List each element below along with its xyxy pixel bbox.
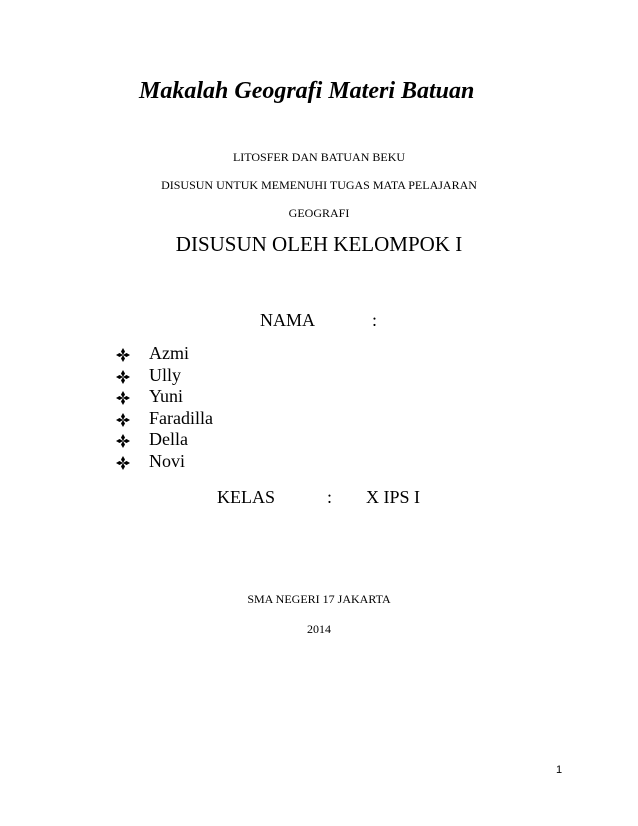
member-name: Azmi	[149, 343, 189, 363]
member-name: Faradilla	[149, 407, 213, 428]
year: 2014	[307, 622, 331, 636]
list-item	[116, 451, 213, 473]
diamond-bullet-icon	[116, 434, 130, 448]
document-title: Makalah Geografi Materi Batuan	[139, 78, 475, 104]
names-separator: :	[372, 310, 378, 330]
names-label: NAMA	[260, 310, 316, 330]
prepared-by-heading: DISUSUN OLEH KELOMPOK I	[175, 232, 463, 256]
class-value: X IPS I	[366, 487, 421, 507]
diamond-bullet-icon	[116, 348, 130, 362]
list-item	[116, 429, 213, 451]
list-item	[116, 386, 213, 408]
diamond-bullet-icon	[116, 370, 130, 384]
subtitle-topic: LITOSFER DAN BATUAN BEKU	[232, 150, 406, 164]
diamond-bullet-icon	[116, 413, 130, 427]
member-name: Ully	[149, 364, 182, 385]
list-item	[116, 365, 213, 387]
subtitle-purpose: DISUSUN UNTUK MEMENUHI TUGAS MATA PELAJARAN	[161, 178, 477, 192]
list-item	[116, 408, 213, 430]
school-name: SMA NEGERI 17 JAKARTA	[247, 592, 391, 606]
diamond-bullet-icon	[116, 391, 130, 405]
member-name: Della	[149, 429, 188, 450]
page-number: 1	[556, 764, 563, 776]
subtitle-subject: GEOGRAFI	[288, 206, 350, 220]
list-item	[116, 343, 213, 365]
member-name: Novi	[149, 450, 185, 471]
member-name: Yuni	[149, 386, 184, 407]
class-label: KELAS	[217, 487, 275, 507]
diamond-bullet-icon	[116, 456, 130, 470]
member-list	[116, 343, 213, 473]
class-separator: :	[327, 487, 333, 507]
